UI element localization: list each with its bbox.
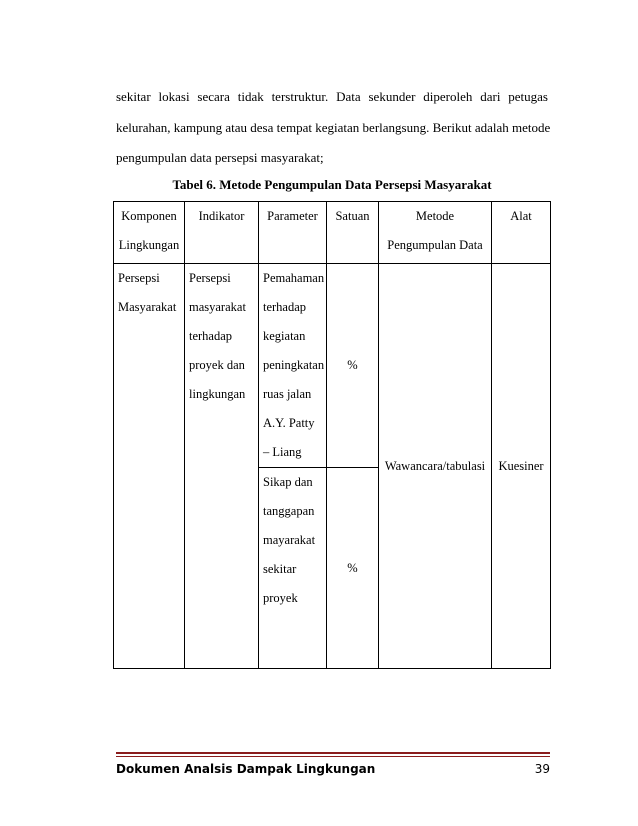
- cell-komponen: Persepsi Masyarakat: [114, 264, 185, 669]
- cell-indikator: Persepsi masyarakat terhadap proyek dan lingkungan: [185, 264, 259, 669]
- footer-rule-thin: [116, 756, 550, 757]
- paragraph-line: kelurahan, kampung atau desa tempat kegiatan berlangsung. Berikut adalah metode: [116, 120, 551, 135]
- cell-metode: Wawancara/tabulasi: [379, 264, 492, 669]
- paragraph-line: pengumpulan data persepsi masyarakat;: [116, 150, 324, 165]
- paragraph-line: sekitar lokasi secara tidak terstruktur. Data sekunder diperoleh dari petugas: [116, 89, 548, 104]
- cell-alat: Kuesiner: [492, 264, 551, 669]
- cell-parameter-2: Sikap dan tanggapan mayarakat sekitar proyek: [259, 468, 327, 669]
- cell-satuan-2: %: [327, 468, 379, 669]
- table-caption: Tabel 6. Metode Pengumpulan Data Persepsi Masyarakat: [172, 177, 492, 192]
- header-metode: Metode Pengumpulan Data: [379, 202, 492, 264]
- table-header-row: [114, 202, 551, 264]
- header-parameter: Parameter: [259, 202, 327, 264]
- cell-satuan-1: %: [327, 264, 379, 468]
- header-indikator: Indikator: [185, 202, 259, 264]
- header-komponen: Komponen Lingkungan: [114, 202, 185, 264]
- header-alat: Alat: [492, 202, 551, 264]
- page-number: 39: [534, 762, 550, 776]
- footer-title: Dokumen Analsis Dampak Lingkungan: [116, 762, 376, 776]
- cell-parameter-1: Pemahaman terhadap kegiatan peningkatan ruas jalan A.Y. Patty – Liang: [259, 264, 327, 468]
- header-satuan: Satuan: [327, 202, 379, 264]
- data-table: [113, 201, 551, 669]
- table-row: [114, 264, 551, 468]
- footer-rule: [116, 752, 550, 754]
